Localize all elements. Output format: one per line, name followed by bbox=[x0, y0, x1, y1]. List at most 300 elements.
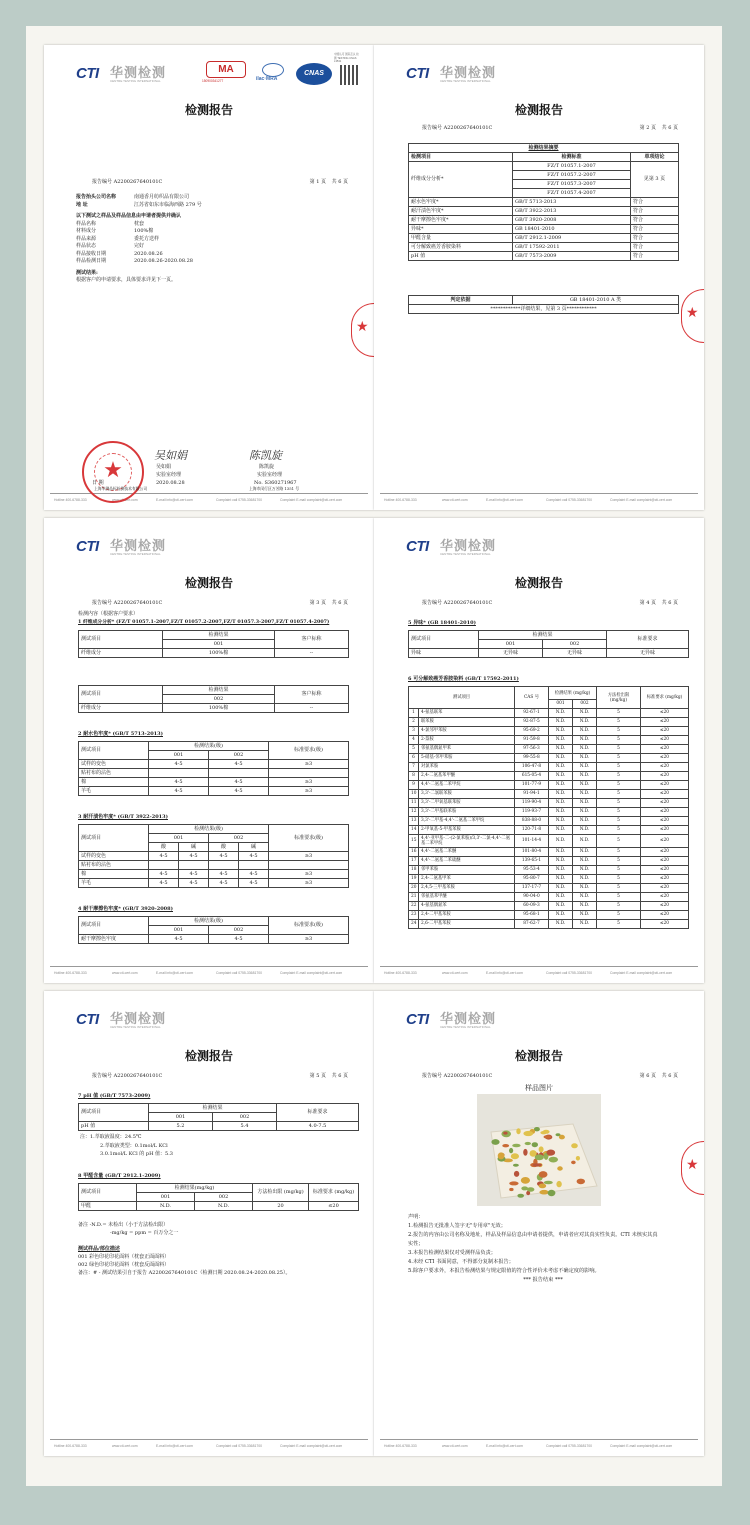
table-row bbox=[409, 835, 689, 848]
remark-2: -mg/kg = ppm = 百万分之一 bbox=[110, 1230, 179, 1236]
table-row bbox=[409, 884, 689, 893]
footer-hotline: Hotline 400-6788-333 bbox=[54, 971, 87, 975]
table-cell: 5 bbox=[597, 920, 641, 929]
info-value: 2020.08.26-2020.08.28 bbox=[134, 258, 193, 264]
table-cell: 检测结果 bbox=[163, 631, 275, 640]
odor-table bbox=[408, 630, 689, 658]
table-row bbox=[409, 920, 689, 929]
sample-photo bbox=[477, 1094, 601, 1206]
report-meta bbox=[92, 179, 348, 187]
footer-email: E-mail info@cti-cert.com bbox=[486, 1444, 523, 1448]
print-motif bbox=[576, 1156, 580, 1161]
table-row bbox=[409, 799, 689, 808]
declaration-item: 1.检测报告无批准人签字无"专用章"无效； bbox=[408, 1223, 506, 1229]
table-row bbox=[79, 935, 349, 944]
signer-1-role: 实验室经理 bbox=[156, 472, 182, 478]
table-cell: 羊毛 bbox=[79, 879, 149, 888]
table-cell: N.D. bbox=[549, 875, 573, 884]
table-cell: 无异味 bbox=[543, 649, 607, 658]
table-cell: 4-5 bbox=[209, 778, 269, 787]
table-cell: 615-05-4 bbox=[515, 772, 549, 781]
table-cell: N.D. bbox=[549, 893, 573, 902]
table-cell: 甲醛含量 bbox=[409, 234, 513, 243]
footer-complaint-email: Complaint E-mail complaint@cti-cert.com bbox=[610, 498, 673, 502]
table-cell: N.D. bbox=[573, 826, 597, 835]
table-cell: 11 bbox=[409, 799, 419, 808]
table-cell: 检测结果 bbox=[479, 631, 607, 640]
table-row bbox=[409, 893, 689, 902]
print-motif bbox=[535, 1154, 544, 1160]
table-cell: 测试项目 bbox=[409, 631, 479, 649]
table-cell: 5 bbox=[597, 772, 641, 781]
page-number: 第 3 页 bbox=[309, 600, 326, 606]
table-cell: N.D. bbox=[549, 763, 573, 772]
table-row bbox=[79, 870, 349, 879]
footer-email: E-mail info@cti-cert.com bbox=[156, 1444, 193, 1448]
table-row bbox=[409, 198, 679, 207]
table-row bbox=[409, 848, 689, 857]
table-cell: 97-56-3 bbox=[515, 745, 549, 754]
print-motif bbox=[539, 1190, 548, 1195]
table-cell: 5 bbox=[597, 754, 641, 763]
company-seal bbox=[82, 441, 144, 503]
section-5-title: 5 异味* (GB 18401-2010) bbox=[408, 620, 476, 626]
table-cell: FZ/T 01057.1-2007 bbox=[513, 162, 631, 171]
table-cell: 4-5 bbox=[179, 879, 209, 888]
table-cell: GB/T 3920-2008 bbox=[513, 216, 631, 225]
table-cell: 4-5 bbox=[209, 787, 269, 796]
footer-complaint-email: Complaint E-mail complaint@cti-cert.com bbox=[280, 1444, 343, 1448]
table-cell: 15 bbox=[409, 835, 419, 848]
table-cell: 18 bbox=[409, 866, 419, 875]
cti-logo-sub: CENTRE TESTING INTERNATIONAL bbox=[110, 1025, 161, 1029]
report-meta bbox=[422, 1073, 678, 1081]
table-cell: 10 bbox=[409, 790, 419, 799]
footer-email: E-mail info@cti-cert.com bbox=[486, 971, 523, 975]
table-cell: 5 bbox=[597, 799, 641, 808]
table-cell: 检测标准 bbox=[513, 153, 631, 162]
table-cell: 24 bbox=[409, 920, 419, 929]
star-icon: ★ bbox=[356, 319, 369, 335]
table-cell: 符合 bbox=[631, 207, 679, 216]
print-motif bbox=[539, 1171, 548, 1178]
table-cell: ≤20 bbox=[641, 857, 689, 866]
table-cell: 符合 bbox=[631, 234, 679, 243]
summary-table bbox=[408, 143, 679, 261]
print-motif bbox=[556, 1181, 561, 1187]
table-cell: N.D. bbox=[573, 799, 597, 808]
table-cell: 甲醛 bbox=[79, 1202, 137, 1211]
table-cell: 客户标称 bbox=[275, 686, 349, 704]
table-row bbox=[409, 857, 689, 866]
table-row bbox=[409, 736, 689, 745]
table-cell: 3,3'-二甲基-4,4'-二氨基二苯甲烷 bbox=[419, 817, 515, 826]
table-cell: 101-80-4 bbox=[515, 848, 549, 857]
table-cell: 试样的变色 bbox=[79, 852, 149, 861]
table-cell: 119-93-7 bbox=[515, 808, 549, 817]
report-page-5 bbox=[44, 991, 374, 1456]
table-cell: 棉 bbox=[79, 778, 149, 787]
table-cell: N.D. bbox=[573, 727, 597, 736]
table-cell: -- bbox=[275, 649, 349, 658]
page-total: 共 6 页 bbox=[661, 600, 678, 606]
print-motif bbox=[539, 1184, 547, 1189]
edge-stamp bbox=[681, 1141, 704, 1195]
table-row bbox=[409, 296, 679, 305]
edge-stamp bbox=[351, 303, 374, 357]
report-meta bbox=[92, 1073, 348, 1081]
print-motif bbox=[502, 1144, 509, 1147]
report-page-4 bbox=[374, 518, 704, 983]
page-number: 第 6 页 bbox=[639, 1073, 656, 1079]
table-cell: 8 bbox=[409, 772, 419, 781]
report-title: 检测报告 bbox=[184, 103, 233, 117]
info-label: 样品接收日期 bbox=[76, 250, 107, 257]
print-motif bbox=[540, 1131, 546, 1134]
table-cell: 邻氨基苯甲醚 bbox=[419, 893, 515, 902]
info-label: 测试结果: bbox=[76, 269, 98, 276]
table-cell: 试样的变色 bbox=[79, 760, 149, 769]
table-cell: N.D. bbox=[549, 808, 573, 817]
declaration bbox=[408, 1213, 678, 1285]
table-cell: 酸 bbox=[209, 843, 239, 852]
table-cell: 19 bbox=[409, 875, 419, 884]
table-cell: ≥3 bbox=[269, 778, 349, 787]
report-number: 报告编号 A2200267640101C bbox=[422, 1073, 493, 1079]
table-cell: ≤20 bbox=[641, 799, 689, 808]
info-value: 委托方送样 bbox=[134, 235, 160, 242]
signer-2-number: No. S360271967 bbox=[254, 480, 297, 486]
footer-complaint-call: Complaint call 0755-33681700 bbox=[216, 1444, 262, 1448]
table-row bbox=[409, 875, 689, 884]
declaration-item: 5.除客户要求外，本报告检测结果与规定限值的符合性评价未考虑不确定度的影响。 bbox=[408, 1268, 600, 1274]
table-row bbox=[79, 917, 349, 926]
table-cell: 3 bbox=[409, 727, 419, 736]
cti-logo-cn: 华测检测 bbox=[110, 1011, 167, 1026]
signature-1: 吴如娟 bbox=[154, 449, 187, 462]
print-motif bbox=[544, 1181, 553, 1185]
table-row bbox=[409, 216, 679, 225]
table-cell: ≤20 bbox=[641, 884, 689, 893]
rub-fastness-table bbox=[78, 916, 349, 944]
footer-email: E-mail info@cti-cert.com bbox=[156, 971, 193, 975]
table-cell: ≤20 bbox=[641, 808, 689, 817]
print-motif bbox=[509, 1181, 518, 1185]
table-cell: 2,6-二甲基苯胺 bbox=[419, 920, 515, 929]
table-cell: GB 18401-2010 A 类 bbox=[513, 296, 679, 305]
table-cell: 4,4'-二氨基二苯硫醚 bbox=[419, 857, 515, 866]
table-cell: 4-5 bbox=[149, 787, 209, 796]
footer-complaint-call: Complaint call 0755-33681700 bbox=[546, 971, 592, 975]
pillowcase-image bbox=[477, 1094, 601, 1206]
table-row bbox=[409, 911, 689, 920]
table-cell: 邻氨基偶氮甲苯 bbox=[419, 745, 515, 754]
table-cell: 4-5 bbox=[149, 935, 209, 944]
footer-email: E-mail info@cti-cert.com bbox=[486, 498, 523, 502]
declaration-title: 声明： bbox=[408, 1214, 424, 1220]
table-cell: 标准要求(级) bbox=[269, 917, 349, 935]
page-number: 第 1 页 bbox=[309, 179, 326, 185]
table-row bbox=[409, 144, 679, 153]
table-cell: 95-69-2 bbox=[515, 727, 549, 736]
declaration-item: 4.未经 CTI 书面同意，不得部分复制本报告； bbox=[408, 1259, 514, 1265]
table-cell: N.D. bbox=[549, 920, 573, 929]
table-cell: 符合 bbox=[631, 252, 679, 261]
cnas-caption: 中国认可 国际互认 检测 TESTING CNAS L3531 bbox=[334, 53, 359, 63]
table-cell: 001 bbox=[549, 700, 573, 709]
table-cell: 5 bbox=[597, 736, 641, 745]
footer-complaint-call: Complaint call 0755-33681700 bbox=[546, 1444, 592, 1448]
report-number: 报告编号 A2200267640101C bbox=[92, 1073, 163, 1079]
table-cell: 3,3'-二甲氧基联苯胺 bbox=[419, 799, 515, 808]
print-motif bbox=[521, 1177, 530, 1184]
table-cell: 4-5 bbox=[149, 879, 179, 888]
table-cell: 测试项目 bbox=[409, 687, 515, 709]
table-cell: 标准要求 (mg/kg) bbox=[641, 687, 689, 709]
table-cell: N.D. bbox=[573, 745, 597, 754]
table-cell: ≤20 bbox=[641, 709, 689, 718]
table-cell: 标准要求 (mg/kg) bbox=[309, 1184, 359, 1202]
table-cell bbox=[209, 861, 239, 870]
print-motif bbox=[532, 1142, 538, 1147]
table-cell: N.D. bbox=[549, 718, 573, 727]
table-cell: 5 bbox=[597, 826, 641, 835]
footer-website: www.cti-cert.com bbox=[442, 971, 468, 975]
table-cell: GB/T 17592-2011 bbox=[513, 243, 631, 252]
table-cell: N.D. bbox=[195, 1202, 253, 1211]
print-motif bbox=[498, 1152, 505, 1159]
table-cell: 检测结果 bbox=[163, 686, 275, 695]
table-cell: 耐干摩擦色牢度* bbox=[409, 216, 513, 225]
table-cell: 客户标称 bbox=[275, 631, 349, 649]
table-cell: 贴衬布的沾色 bbox=[79, 861, 149, 870]
table-cell: N.D. bbox=[573, 893, 597, 902]
table-cell: 5 bbox=[597, 893, 641, 902]
table-cell: 异味 bbox=[409, 649, 479, 658]
table-cell: 4-5 bbox=[209, 870, 239, 879]
table-row bbox=[409, 225, 679, 234]
table-cell: 4-5 bbox=[209, 879, 239, 888]
section-7-title: 7 pH 值 (GB/T 7573-2009) bbox=[78, 1093, 151, 1099]
table-cell: 95-80-7 bbox=[515, 875, 549, 884]
table-cell: 4-5 bbox=[179, 852, 209, 861]
table-cell: 5 bbox=[597, 745, 641, 754]
table-cell: N.D. bbox=[573, 754, 597, 763]
star-icon: ★ bbox=[686, 305, 699, 321]
report-title: 检测报告 bbox=[184, 1049, 233, 1063]
table-cell: ≤20 bbox=[641, 763, 689, 772]
table-row bbox=[409, 745, 689, 754]
table-cell: 5 bbox=[597, 817, 641, 826]
signer-1-date: 2020.08.28 bbox=[156, 480, 185, 486]
table-cell: 002 bbox=[195, 1193, 253, 1202]
declaration-item: 实性； bbox=[408, 1241, 424, 1247]
table-cell: N.D. bbox=[573, 920, 597, 929]
table-cell: GB/T 7573-2009 bbox=[513, 252, 631, 261]
table-cell: 001 bbox=[137, 1193, 195, 1202]
table-cell: 4-5 bbox=[149, 852, 179, 861]
print-motif bbox=[523, 1149, 527, 1156]
table-cell: 方法检出限 (mg/kg) bbox=[597, 687, 641, 709]
report-page-3 bbox=[44, 518, 374, 983]
table-row bbox=[409, 162, 679, 171]
table-cell: N.D. bbox=[573, 902, 597, 911]
page-number: 第 4 页 bbox=[639, 600, 656, 606]
table-cell: ≤20 bbox=[641, 835, 689, 848]
footer-complaint-email: Complaint E-mail complaint@cti-cert.com bbox=[610, 971, 673, 975]
table-cell bbox=[239, 861, 269, 870]
cti-logo-sub: CENTRE TESTING INTERNATIONAL bbox=[440, 1025, 491, 1029]
table-cell: GB 18401-2010 bbox=[513, 225, 631, 234]
table-cell: 可分解致癌芳香胺染料 bbox=[409, 243, 513, 252]
table-cell: 4-5 bbox=[209, 760, 269, 769]
print-motif bbox=[547, 1150, 556, 1156]
sample-desc-3: 备注：# - 测试结果引自于报告 A2200267640101C（检测日期 2020.08.24-2020.08.25）。 bbox=[78, 1270, 291, 1276]
info-value: 2020.08.26 bbox=[134, 250, 163, 257]
table-cell: 4-5 bbox=[149, 760, 209, 769]
table-cell: N.D. bbox=[573, 911, 597, 920]
page-total: 共 6 页 bbox=[331, 1073, 348, 1079]
print-motif bbox=[577, 1179, 585, 1185]
report-page-1 bbox=[44, 45, 374, 510]
info-label: 地 址 bbox=[76, 201, 88, 208]
summary-title: 检测结果摘要 bbox=[409, 144, 679, 153]
info-value: 完好 bbox=[134, 243, 145, 249]
page-number: 第 5 页 bbox=[309, 1073, 326, 1079]
table-cell: N.D. bbox=[573, 866, 597, 875]
star-icon: ★ bbox=[103, 457, 123, 483]
table-cell: N.D. bbox=[549, 835, 573, 848]
table-cell: 5 bbox=[597, 911, 641, 920]
table-cell: N.D. bbox=[549, 884, 573, 893]
footer-complaint-email: Complaint E-mail complaint@cti-cert.com bbox=[280, 498, 343, 502]
table-cell: 5 bbox=[409, 745, 419, 754]
table-cell: 异味* bbox=[409, 225, 513, 234]
table-cell: 20 bbox=[253, 1202, 309, 1211]
table-row bbox=[79, 742, 349, 751]
cma-mark: MA bbox=[206, 61, 246, 78]
table-cell: ≤20 bbox=[641, 718, 689, 727]
table-cell: ≤20 bbox=[309, 1202, 359, 1211]
print-motif bbox=[517, 1194, 524, 1198]
footer-hotline: Hotline 400-6788-333 bbox=[54, 1444, 87, 1448]
table-cell bbox=[149, 769, 209, 778]
table-cell: 001 bbox=[149, 751, 209, 760]
table-cell bbox=[269, 769, 349, 778]
table-cell: 测试项目 bbox=[79, 742, 149, 760]
ph-note: 注：1.萃取液温度：24.5℃ bbox=[80, 1134, 142, 1140]
table-cell: N.D. bbox=[549, 902, 573, 911]
table-row bbox=[79, 778, 349, 787]
table-cell: 2 bbox=[409, 718, 419, 727]
table-row bbox=[79, 1104, 359, 1113]
table-cell: N.D. bbox=[549, 745, 573, 754]
basis-table bbox=[408, 295, 679, 314]
table-cell: N.D. bbox=[549, 754, 573, 763]
table-cell: 22 bbox=[409, 902, 419, 911]
table-cell: 002 bbox=[213, 1113, 277, 1122]
scope-note: 检测内容（根据客户要求） bbox=[78, 611, 139, 617]
table-cell: N.D. bbox=[549, 848, 573, 857]
page-footer bbox=[380, 1439, 698, 1452]
print-motif bbox=[509, 1188, 513, 1191]
ilac-mra-text: ilac·MRA bbox=[256, 76, 278, 82]
table-cell: FZ/T 01057.2-2007 bbox=[513, 171, 631, 180]
table-cell: 4-5 bbox=[209, 935, 269, 944]
table-cell: 13 bbox=[409, 817, 419, 826]
table-cell: 60-09-3 bbox=[515, 902, 549, 911]
table-cell: 方法检出限 (mg/kg) bbox=[253, 1184, 309, 1202]
cti-logo-cn: 华测检测 bbox=[440, 65, 497, 80]
table-cell: 23 bbox=[409, 911, 419, 920]
footer-website: www.cti-cert.com bbox=[112, 498, 138, 502]
table-row bbox=[409, 902, 689, 911]
table-cell: 001 bbox=[149, 926, 209, 935]
table-cell: 2,4-二氨基甲苯 bbox=[419, 875, 515, 884]
table-cell: 耐汗渍色牢度* bbox=[409, 207, 513, 216]
info-value: 南通香月纺织品有限公司 bbox=[134, 194, 190, 200]
print-motif bbox=[539, 1146, 544, 1152]
table-cell: 测试项目 bbox=[79, 917, 149, 935]
table-cell: 检测结果(级) bbox=[149, 825, 269, 834]
section-2-title: 2 耐水色牢度* (GB/T 5713-2013) bbox=[78, 731, 163, 737]
table-cell: 101-77-9 bbox=[515, 781, 549, 790]
table-cell: 99-55-8 bbox=[515, 754, 549, 763]
cti-logo-cn: 华测检测 bbox=[440, 1011, 497, 1026]
table-cell: 5 bbox=[597, 709, 641, 718]
signer-2-name: 陈凯旋 bbox=[259, 464, 275, 470]
report-number: 报告编号 A2200267640101C bbox=[422, 600, 493, 606]
info-value: 100%棉 bbox=[134, 228, 154, 234]
info-value: 枕套 bbox=[134, 220, 145, 227]
table-cell: 21 bbox=[409, 893, 419, 902]
table-cell: 4-5 bbox=[239, 879, 269, 888]
report-title: 检测报告 bbox=[514, 576, 563, 590]
table-cell: 4,4'-二氨基二苯甲烷 bbox=[419, 781, 515, 790]
table-row bbox=[79, 787, 349, 796]
table-cell: 贴衬布的沾色 bbox=[79, 769, 149, 778]
table-cell: 92-67-1 bbox=[515, 709, 549, 718]
table-cell: N.D. bbox=[549, 911, 573, 920]
table-row bbox=[409, 826, 689, 835]
table-cell: ≤20 bbox=[641, 790, 689, 799]
cti-logo-cn: 华测检测 bbox=[110, 65, 167, 80]
table-cell: 纤维成分 bbox=[79, 649, 163, 658]
table-cell: N.D. bbox=[573, 857, 597, 866]
report-meta bbox=[422, 125, 678, 133]
table-cell: 邻甲苯胺 bbox=[419, 866, 515, 875]
table-cell: 羊毛 bbox=[79, 787, 149, 796]
page-footer bbox=[50, 966, 368, 979]
table-cell: 002 bbox=[209, 751, 269, 760]
table-cell: 标准要求(级) bbox=[269, 742, 349, 760]
table-cell: N.D. bbox=[549, 799, 573, 808]
perspiration-fastness-table bbox=[78, 824, 349, 888]
table-cell bbox=[209, 769, 269, 778]
table-cell: N.D. bbox=[573, 884, 597, 893]
report-title: 检测报告 bbox=[184, 576, 233, 590]
table-cell: N.D. bbox=[573, 817, 597, 826]
table-cell: 16 bbox=[409, 848, 419, 857]
table-cell: 001 bbox=[149, 1113, 213, 1122]
table-cell: -- bbox=[275, 704, 349, 713]
table-cell: 4-氨基偶氮苯 bbox=[419, 902, 515, 911]
table-row bbox=[409, 252, 679, 261]
page-footer bbox=[380, 966, 698, 979]
table-cell: 检测结果 (mg/kg) bbox=[549, 687, 597, 700]
table-cell: ≤20 bbox=[641, 893, 689, 902]
print-motif bbox=[549, 1157, 558, 1163]
